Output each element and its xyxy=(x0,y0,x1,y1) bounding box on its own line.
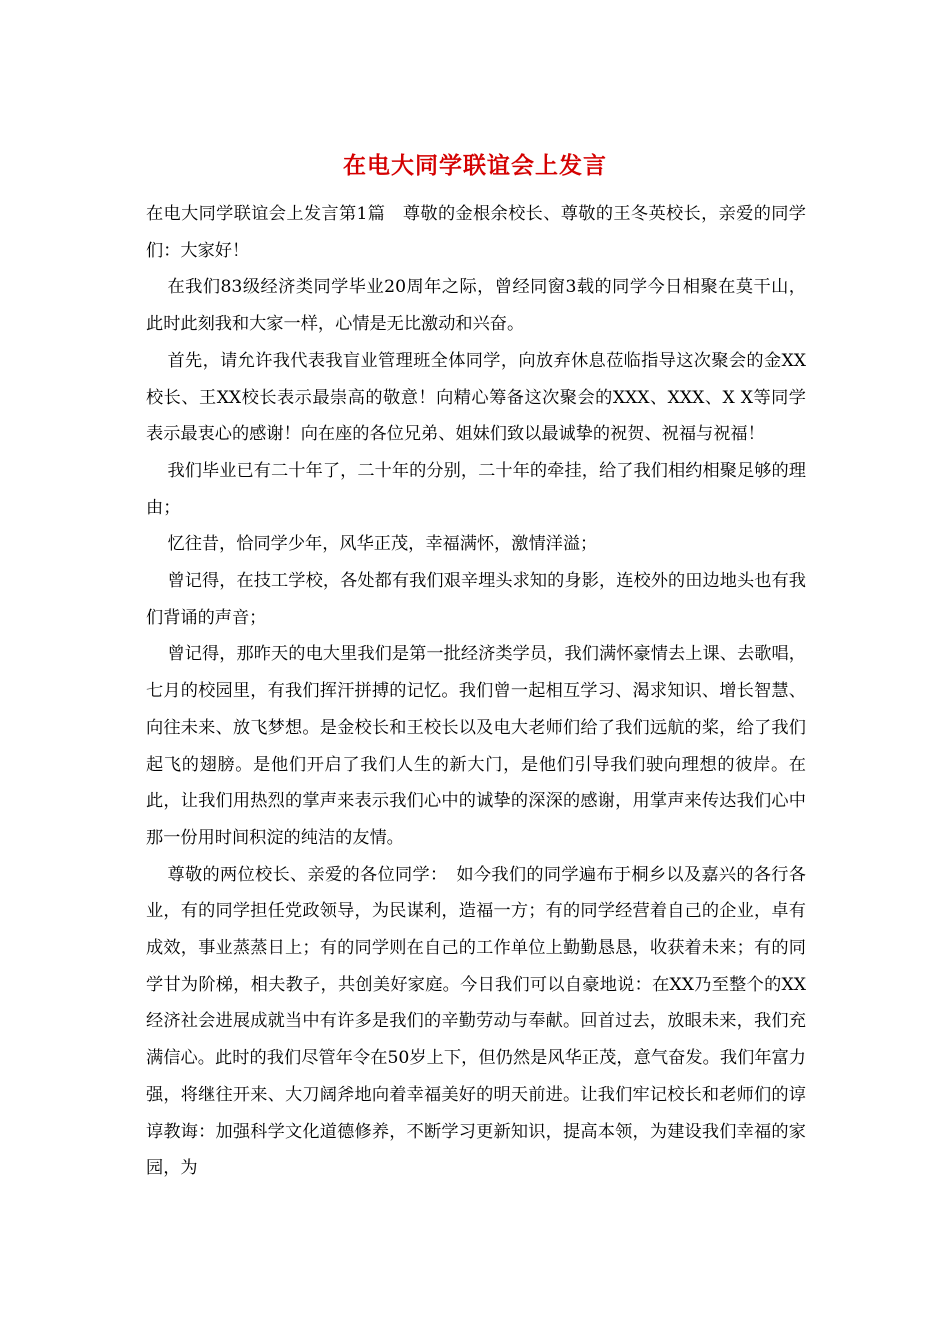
paragraph: 忆往昔，恰同学少年，风华正茂，幸福满怀，激情洋溢； xyxy=(167,534,598,555)
document-body xyxy=(146,196,806,1187)
paragraph: 尊敬的两位校长、亲爱的各位同学： 如今我们的同学遍布于桐乡以及嘉兴的各行各业，有的同学担任党政领导，为民谋利，造福一方；有的同学经营着自己的企业，卓有成效，事业蒸蒸日上；有的同学则在自己的工作单位上勤勤恳恳，收获着未来；有的同学甘为阶梯，相夫教子，共创美好家庭。今日我们可以自豪地说：在XX乃至整个的XX经济社会进展成就当中有许多是我们的辛勤劳动与奉献。回首过去，放眼未来，我们充满信心。此时的我们尽管年令在50岁上下，但仍然是风华正茂，意气奋发。我们年富力强，将继往开来、大刀阔斧地向着幸福美好的明天前进。让我们牢记校长和老师们的谆谆教诲：加强科学文化道德修养，不断学习更新知识，提高本领，为建设我们幸福的家园，为 xyxy=(146,864,806,1179)
paragraph: 曾记得，那昨天的电大里我们是第一批经济类学员，我们满怀豪情去上课、去歌唱，七月的校园里，有我们挥汗拼搏的记忆。我们曾一起相互学习、渴求知识、增长智慧、向往未来、放飞梦想。是金校长和王校长以及电大老师们给了我们远航的桨，给了我们起飞的翅膀。是他们开启了我们人生的新大门，是他们引导我们驶向理想的彼岸。在此，让我们用热烈的掌声来表示我们心中的诚挚的深深的感谢，用掌声来传达我们心中那一份用时间积淀的纯洁的友情。 xyxy=(146,644,806,848)
document-title: 在电大同学联谊会上发言 xyxy=(343,152,607,179)
paragraph: 在我们83级经济类同学毕业20周年之际，曾经同窗3载的同学今日相聚在莫干山，此时此刻我和大家一样，心情是无比激动和兴奋。 xyxy=(146,277,806,335)
paragraph: 我们毕业已有二十年了，二十年的分别，二十年的牵挂，给了我们相约相聚足够的理由； xyxy=(146,460,806,518)
paragraph: 曾记得，在技工学校，各处都有我们艰辛埋头求知的身影，连校外的田边地头也有我们背诵的声音； xyxy=(146,571,806,628)
paragraph: 首先，请允许我代表我盲业管理班全体同学，向放弃休息莅临指导这次聚会的金XX校长、王XX校长表示最崇高的敬意！向精心筹备这次聚会的XXX、XXX、X X等同学表示最衷心的感谢！向在座的各位兄弟、姐妹们致以最诚挚的祝贺、祝福与祝福！ xyxy=(146,350,806,445)
paragraph-opening: 在电大同学联谊会上发言第1篇 尊敬的金根余校长、尊敬的王冬英校长，亲爱的同学们：大家好！ xyxy=(146,204,806,261)
